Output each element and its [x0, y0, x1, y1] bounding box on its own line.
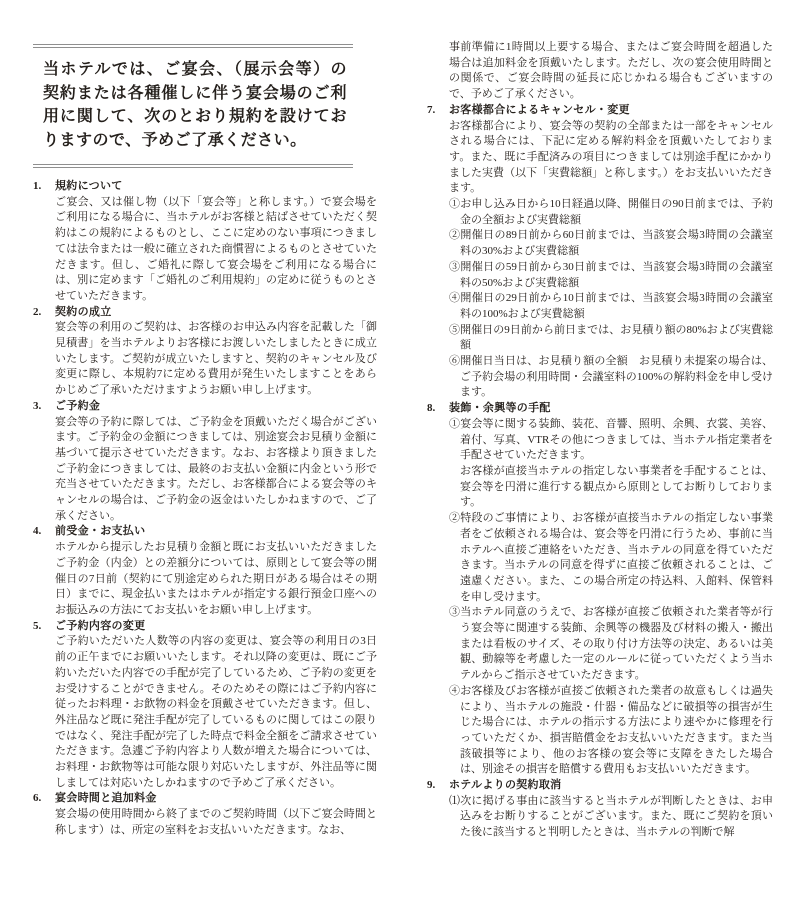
section-body: [55, 791, 377, 838]
section-body: [55, 399, 377, 525]
item-text: 宴会等に関する装飾、装花、音響、照明、余興、衣裳、美容、着付、写真、VTRその他につきましては、当ホテル指定業者を手配させていただきます。: [460, 417, 774, 462]
left-column: [33, 44, 377, 839]
continuation-paragraph: [427, 40, 773, 103]
list-item: [449, 354, 773, 401]
section-body: [55, 305, 377, 399]
item-paragraph: [449, 228, 773, 259]
list-item: [449, 228, 773, 259]
item-text: 次に掲げる事由に該当すると当ホテルが判断したときは、お申込みをお断りすることがございます。また、既にご契約を頂いた後に該当すると判明したときは、当ホテルの判断で解: [460, 794, 773, 839]
list-item: [449, 511, 773, 605]
item-paragraph: [449, 605, 774, 684]
item-paragraph: [449, 323, 774, 354]
list-item: [449, 605, 773, 684]
section-8: [427, 401, 773, 778]
item-text: 開催日当日は、お見積り額の全額 お見積り未提案の場合は、ご予約会場の利用時間・会議室料の100%の解約料金を申し受けます。: [460, 355, 774, 399]
item-text: 特段のご事情により、お客様が直接当ホテルの指定しない事業者をご依頼される場合は、宴会等を円滑に行うため、事前に当ホテルへ直接ご連絡をいただき、当ホテルの同意を得ていただきます。当ホテルの同意を得ずに直接ご依頼されることは、ご遠慮ください。また、この場合所定の持込料、入館料、保管料を申し受けます。: [460, 512, 773, 603]
section-body: [55, 179, 377, 305]
section-9: [427, 778, 773, 841]
item-paragraph: [449, 417, 774, 464]
section-body: [55, 524, 377, 618]
section-paragraph: ご予約いただいた人数等の内容の変更は、宴会等の利用日の3日前の正午までにお願いいたします。それ以降の変更は、既にご予約いただいた内容での手配が完了しているため、ご予約の変更をお受けすることができません。そのためその際にはご予約内容に従ったお料理・お飲物の料金を頂戴させていただきます。但し、外注品など既に発注手配が完了しているものに関してはこの限りではなく、発注手配が完了した時点で料金全額をご請求させていただきます。急遽ご予約内容より人数が増えた場合については、お料理・お飲物等は可能な限り対応いたしますが、外注品等に関しましては対応いたしかねますので予めご了承ください。: [55, 635, 377, 789]
item-text: 開催日の9日前から前日までは、お見積り額の80%および実費総額: [460, 323, 774, 352]
item-paragraph: [449, 291, 773, 322]
section-title: ご予約金: [55, 399, 101, 412]
section-body: [449, 401, 773, 778]
item-text: 当ホテル同意のうえで、お客様が直接ご依頼された業者等が行う宴会等に関連する装飾、余興等の機器及び材料の搬入・搬出または看板のサイズ、その取り付け方法等の決定、あるいは美観、動線等を考慮した一定のルールに従っていただくよう当ホテルからご指示させていただきます。: [460, 606, 774, 682]
section-number: 6.: [33, 792, 42, 805]
section-paragraph: 宴会等の予約に際しては、ご予約金を頂戴いただく場合がございます。ご予約金の金額につきましては、別途宴会お見積り金額に基づいて提示させていただきます。なお、お客様より頂きましたご予約金につきましては、最終のお支払い金額に内金という形で充当させていただきます。ただし、お客様都合による宴会等のキャンセルの場合は、ご予約金の返金はいたしかねますので、ご了承ください。: [55, 415, 377, 522]
right-column: [427, 40, 773, 841]
list-item: [449, 417, 773, 511]
section-number: 7.: [427, 103, 436, 116]
item-paragraph: [449, 354, 774, 401]
section-title: 装飾・余興等の手配: [449, 402, 551, 415]
paragraph-text: 事前準備に1時間以上要する場合、またはご宴会時間を超過した場合は追加料金を頂戴いたします。ただし、次の宴会使用時間との関係で、ご宴会時間の延長に応じかねる場合もございますので、予めご了承ください。: [449, 41, 773, 101]
item-text: 開催日の59日前から30日前までは、当該宴会場3時間の会議室料の50%および実費総額: [460, 260, 773, 289]
item-marker: ⑴: [449, 794, 461, 807]
section-1: [33, 179, 377, 305]
section-title: ホテルよりの契約取消: [449, 779, 562, 792]
section-number: 9.: [427, 779, 436, 792]
item-marker: ②: [449, 229, 461, 242]
section-title: お客様都合によるキャンセル・変更: [449, 103, 630, 116]
list-item: [449, 794, 773, 841]
section-body: [449, 778, 773, 841]
item-text: 開催日の89日前から60日前までは、当該宴会場3時間の会議室料の30%および実費総額: [460, 229, 773, 258]
list-item: [449, 260, 773, 291]
item-marker: ③: [449, 260, 461, 273]
section-number: 1.: [33, 180, 42, 192]
list-item: [449, 291, 773, 322]
section-2: [33, 305, 377, 399]
section-number: 4.: [33, 525, 42, 538]
intro-notice-box: [33, 44, 353, 168]
section-title: 宴会時間と追加料金: [55, 792, 157, 805]
section-5: [33, 619, 377, 792]
item-text: お客様が直接当ホテルの指定しない事業者を手配することは、宴会等を円滑に進行する観点から原則としてお断りしております。: [460, 464, 773, 509]
section-body: [55, 619, 377, 792]
item-paragraph: [449, 511, 773, 605]
item-marker: ⑥: [449, 355, 461, 368]
item-marker: ③: [449, 606, 461, 619]
section-paragraph: ホテルから提示したお見積り金額と既にお支払いいただきましたご予約金（内金）との差額分については、原則として宴会等の開催日の7日前（契約にて別途定められた期日がある場合はその期日）までに、現金払いまたはホテルが指定する銀行預金口座へのお振込みの方法にてお支払いをお願い申し上げます。: [55, 541, 377, 616]
section-number: 2.: [33, 305, 42, 318]
item-text: お申し込み日から10日経過以降、開催日の90日前までは、予約金の全額および実費総額: [460, 198, 774, 226]
item-paragraph: [449, 684, 774, 778]
item-paragraph: [460, 464, 773, 511]
section-title: ご予約内容の変更: [55, 619, 146, 632]
section-title: 契約の成立: [55, 305, 112, 318]
section-number: 5.: [33, 619, 42, 632]
item-paragraph: [449, 197, 774, 228]
section-4: [33, 524, 377, 618]
section-title: 前受金・お支払い: [55, 525, 146, 538]
section-title: 規約について: [55, 180, 123, 192]
intro-notice-text: 当ホテルでは、ご宴会、（展示会等）の契約または各種催しに伴う宴会場のご利用に関して、次のとおり規約を設けておりますので、予めご了承ください。: [43, 61, 347, 149]
section-3: [33, 399, 377, 525]
item-text: お客様及びお客様が直接ご依頼された業者の故意もしくは過失により、当ホテルの施設・什器・備品などに破損等の損害が生じた場合には、ホテルの指示する方法により速やかに修理を行っていただくか、損害賠償金をお支払いいただきます。また当該破損等により、他のお客様の宴会等に支障をきたした場合は、別途その損害を賠償する費用もお支払いいただきます。: [460, 684, 774, 776]
section-body: [449, 103, 773, 401]
item-paragraph: [449, 794, 773, 841]
list-item: [449, 197, 773, 228]
item-paragraph: [449, 260, 773, 291]
section-paragraph: 宴会場の使用時間から終了までのご契約時間（以下ご宴会時間と称します）は、所定の室料をお支払いいただきます。なお、: [55, 808, 377, 836]
section-paragraph: ご宴会、又は催し物（以下「宴会等」と称します。）で宴会場をご利用になる場合に、当ホテルがお客様と結ばさせていただく契約はこの規約によるものとし、ここに定めのない事項につきましては法令または一般に確立された商慣習によるものとさせていただきます。但し、ご婚礼に際して宴会場をご利用になる場合には、別に定めます「ご婚礼のご利用規約」の定めに従うものとさせていただきます。: [55, 195, 377, 302]
item-marker: ②: [449, 512, 461, 525]
item-marker: ①: [449, 198, 461, 211]
section-number: 8.: [427, 402, 436, 415]
item-marker: ④: [449, 292, 461, 305]
section-7: [427, 103, 773, 401]
item-marker: ⑤: [449, 323, 461, 336]
item-marker: ④: [449, 684, 461, 697]
item-text: 開催日の29日前から10日前までは、当該宴会場3時間の会議室料の100%および実費総額: [460, 292, 773, 320]
section-6: [33, 791, 377, 838]
list-item: [449, 323, 773, 354]
list-item: [449, 684, 773, 778]
section-number: 3.: [33, 399, 42, 412]
section-paragraph: 宴会等の利用のご契約は、お客様のお申込み内容を記載した「御見積書」を当ホテルよりお客様にお渡しいたしましたときに成立いたします。ご契約が成立いたしますと、契約のキャンセル及び変更に際し、本規約7に定める費用が発生いたしますことをあらかじめご了承いただけますようお願い申し上げます。: [55, 321, 377, 397]
section-paragraph: お客様都合により、宴会等の契約の全部または一部をキャンセルされる場合には、下記に定める解約料金を頂戴いたしております。また、既に手配済みの項目につきましては別途手配にかかりました実費（以下「実費総額」と称します。）をお支払いいただきます。: [449, 119, 773, 195]
item-marker: ①: [449, 417, 461, 430]
